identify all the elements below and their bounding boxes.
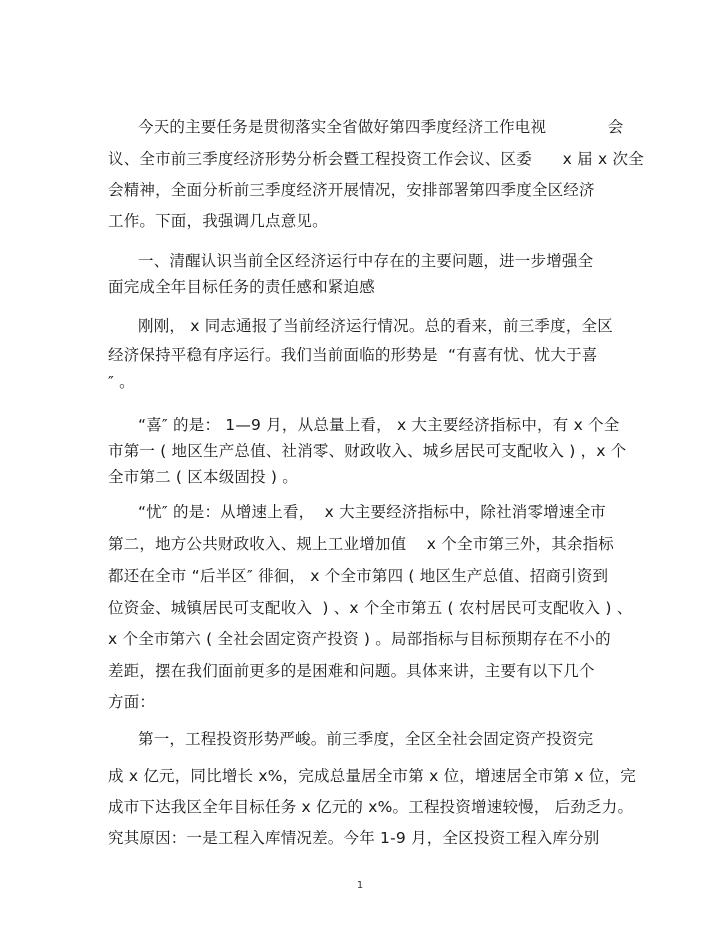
paragraph-line: 市第一 ( 地区生产总值、社消零、财政收入、城乡居民可支配收入 ) ，x 个: [108, 442, 627, 460]
paragraph-line: 刚刚， x 同志通报了当前经济运行情况。总的看来，前三季度，全区: [138, 317, 613, 335]
paragraph-line: “喜″ 的是： 1—9 月，从总量上看， x 大主要经济指标中，有 x 个全: [138, 416, 620, 434]
paragraph-line: 究其原因：一是工程入库情况差。今年 1-9 月，全区投资工程入库分别: [108, 829, 600, 847]
section-heading-line: 面完成全年目标任务的责任感和紧迫感: [108, 278, 375, 296]
paragraph-line: 成 x 亿元，同比增长 x%，完成总量居全市第 x 位，增速居全市第 x 位，完: [108, 767, 636, 785]
paragraph-line: x 个全市第六 ( 全社会固定资产投资 ) 。局部指标与目标预期存在不小的: [108, 630, 611, 648]
paragraph-line: 议、全市前三季度经济形势分析会暨工程投资工作会议、区委 x 届 x 次全: [108, 150, 644, 168]
paragraph-line: 都还在全市 “后半区″ 徘徊， x 个全市第四 ( 地区生产总值、招商引资到: [108, 567, 609, 585]
paragraph-line: 今天的主要任务是贯彻落实全省做好第四季度经济工作电视 会: [138, 118, 624, 136]
paragraph-line: 第二，地方公共财政收入、规上工业增加值 x 个全市第三外，其余指标: [108, 535, 615, 553]
paragraph-line: 成市下达我区全年目标任务 x 亿元的 x%。工程投资增速较慢， 后劲乏力。: [108, 798, 634, 816]
paragraph-line: 全市第二 ( 区本级固投 ) 。: [108, 468, 299, 486]
paragraph-line: 经济保持平稳有序运行。我们当前面临的形势是 “有喜有忧、忧大于喜: [108, 346, 598, 364]
paragraph-line: ″ 。: [108, 373, 135, 391]
paragraph-line: 差距，摆在我们面前更多的是困难和问题。具体来讲，主要有以下几个: [108, 662, 595, 680]
paragraph-line: 方面：: [108, 693, 156, 711]
paragraph-line: 位资金、城镇居民可支配收入 ) 、x 个全市第五 ( 农村居民可支配收入 ) 、: [108, 599, 633, 617]
paragraph-line: “忧″ 的是：从增速上看， x 大主要经济指标中，除社消零增速全市: [138, 503, 607, 521]
page-number: 1: [356, 880, 364, 891]
section-heading-line: 一、清醒认识当前全区经济运行中存在的主要问题，进一步增强全: [138, 252, 594, 270]
paragraph-line: 第一，工程投资形势严峻。前三季度，全区全社会固定资产投资完: [138, 730, 594, 748]
paragraph-line: 会精神，全面分析前三季度经济开展情况，安排部署第四季度全区经济: [108, 181, 595, 199]
paragraph-line: 工作。下面，我强调几点意见。: [108, 212, 328, 230]
